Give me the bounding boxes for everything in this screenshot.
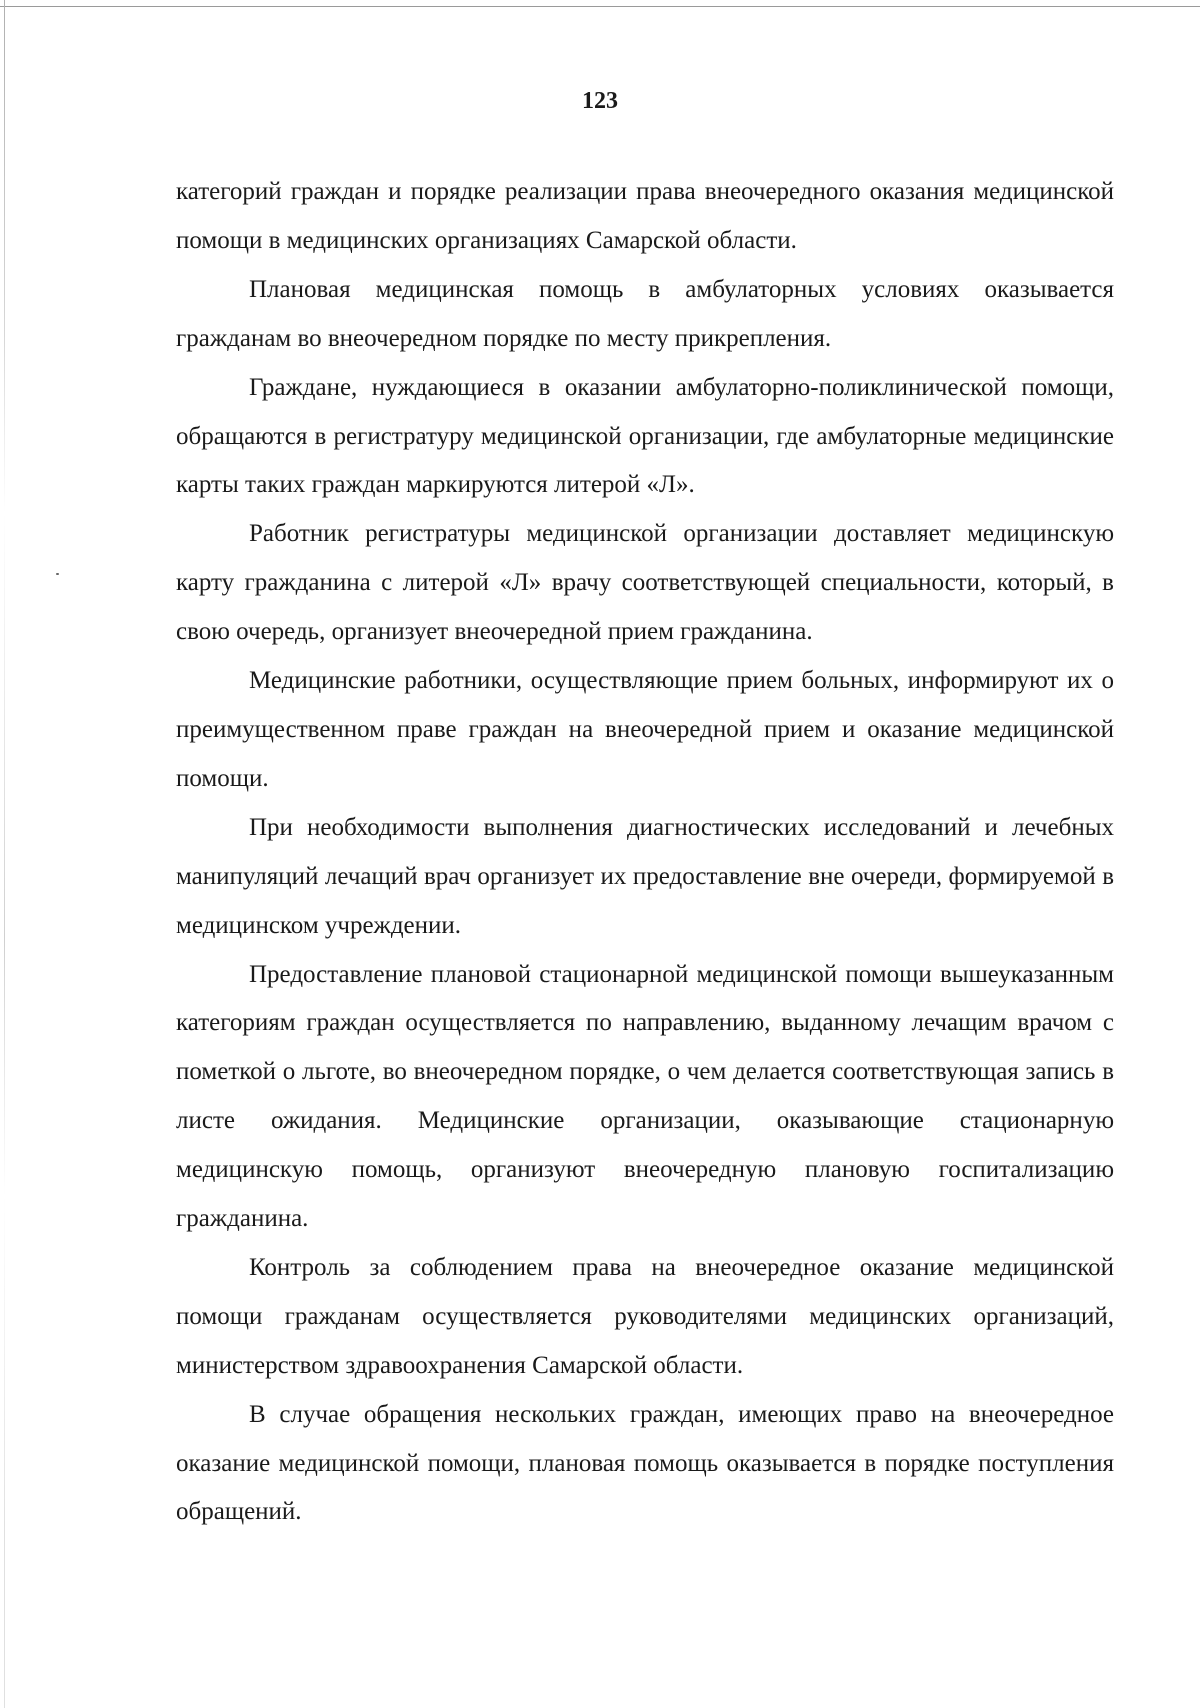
paragraph-2: Плановая медицинская помощь в амбулаторных условиях оказывается гражданам во внеочередном порядке по месту прикрепления.	[176, 275, 1114, 352]
paragraph-3: Граждане, нуждающиеся в оказании амбулаторно-поликлинической помощи, обращаются в регистратуру медицинской организации, где амбулаторные медицинские карты таких граждан маркируются литерой «Л».	[176, 373, 1114, 499]
document-body	[176, 168, 1114, 1537]
paragraph-7: Предоставление плановой стационарной медицинской помощи вышеуказанным категориям граждан осуществляется по направлению, выданному лечащим врачом с пометкой о льготе, во внеочередном порядке, о чем делается соответствующая запись в листе ожидания. Медицинские организации, оказывающие стационарную медицинскую помощь, организуют внеочередную плановую госпитализацию гражданина.	[176, 960, 1114, 1233]
paragraph-6: При необходимости выполнения диагностических исследований и лечебных манипуляций лечащий врач организует их предоставление вне очереди, формируемой в медицинском учреждении.	[176, 813, 1114, 939]
paragraph-1: категорий граждан и порядке реализации права внеочередного оказания медицинской помощи в медицинских организациях Самарской области.	[176, 178, 1114, 254]
page-number: 123	[582, 88, 618, 114]
scan-speck	[56, 573, 59, 575]
paragraph-5: Медицинские работники, осуществляющие прием больных, информируют их о преимущественном праве граждан на внеочередной прием и оказание медицинской помощи.	[176, 667, 1114, 792]
paragraph-4: Работник регистратуры медицинской организации доставляет медицинскую карту гражданина с литерой «Л» врачу соответствующей специальности, который, в свою очередь, организует внеочередной прием гражданина.	[176, 520, 1114, 646]
paragraph-9: В случае обращения нескольких граждан, имеющих право на внеочередное оказание медицинской помощи, плановая помощь оказывается в порядке поступления обращений.	[176, 1400, 1114, 1526]
paragraph-8: Контроль за соблюдением права на внеочередное оказание медицинской помощи гражданам осуществляется руководителями медицинских организаций, министерством здравоохранения Самарской области.	[176, 1253, 1114, 1379]
scan-edge-left	[4, 0, 5, 1708]
scan-edge-top	[0, 6, 1200, 7]
